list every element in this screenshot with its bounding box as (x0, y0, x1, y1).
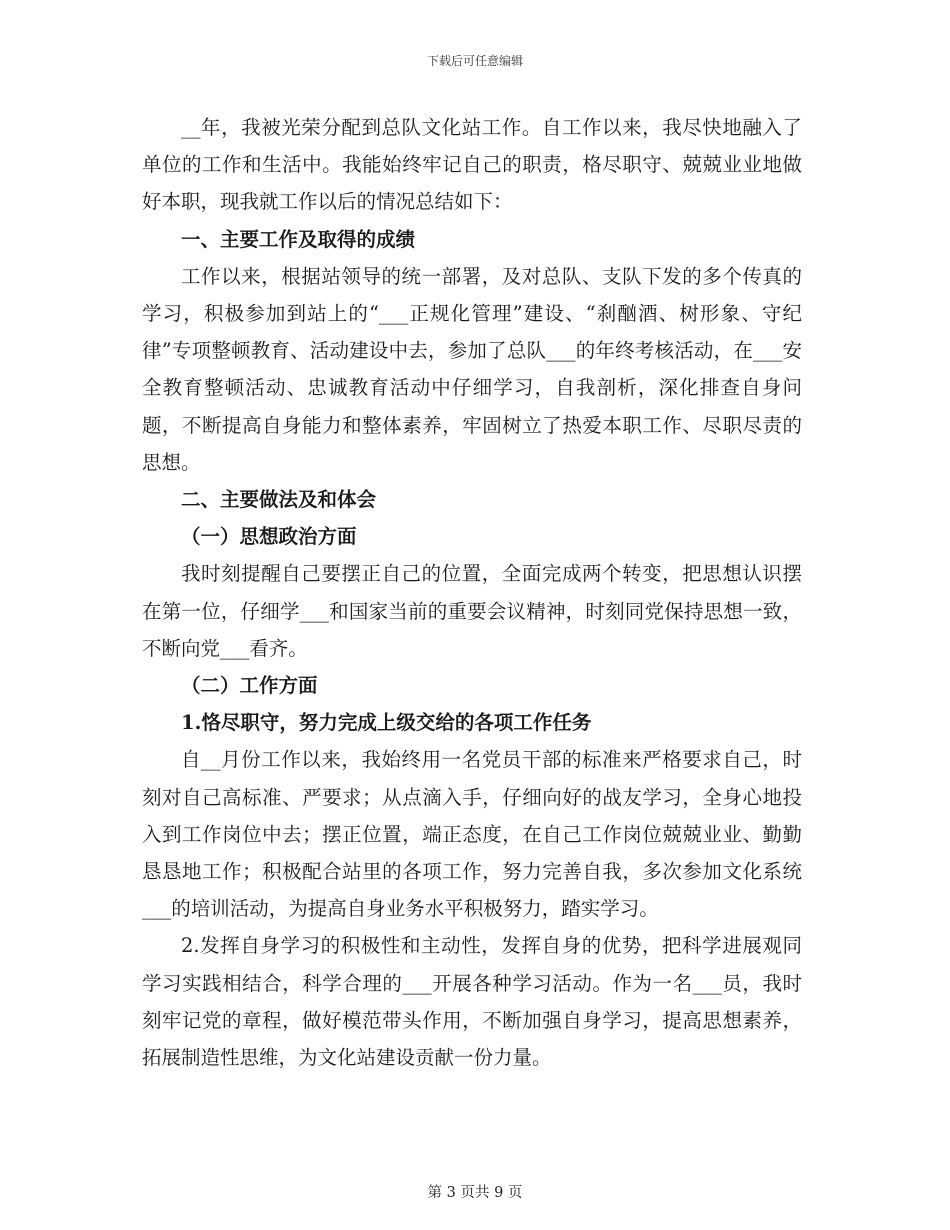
subsection-heading-political: （一）思想政治方面 (181, 525, 357, 549)
political-paragraph: 我时刻提醒自己要摆正自己的位置，全面完成两个转变，把思想认识摆在第一位，仔细学___和国家当前的重要会议精神，时刻同党保持思想一致，不断向党___看齐。 (142, 562, 802, 660)
subsection-heading-work: （二）工作方面 (181, 674, 318, 698)
section-heading-2: 二、主要做法及和体会 (181, 488, 377, 512)
intro-paragraph: __年，我被光荣分配到总队文化站工作。自工作以来，我尽快地融入了单位的工作和生活中。我能始终牢记自己的职责，格尽职守、兢兢业业地做好本职，现我就工作以后的情况总结如下： (142, 116, 802, 214)
work-item-2-paragraph: 2.发挥自身学习的积极性和主动性，发挥自身的优势，把科学进展观同学习实践相结合，科学合理的___开展各种学习活动。作为一名___员，我时刻牢记党的章程，做好模范带头作用，不断加强自身学习，提高思想素养，拓展制造性思维，为文化站建设贡献一份力量。 (142, 934, 802, 1070)
page-number: 第 3 页共 9 页 (427, 1185, 523, 1201)
work-item-heading-1: 1.恪尽职守，努力完成上级交给的各项工作任务 (181, 711, 592, 735)
page-header-note: 下载后可任意编辑 (426, 54, 523, 68)
section-heading-1: 一、主要工作及取得的成绩 (181, 227, 416, 251)
section-1-paragraph: 工作以来，根据站领导的统一部署，及对总队、支队下发的多个传真的学习，积极参加到站上的“___正规化管理”建设、“刹酗酒、树形象、守纪律”专项整顿教育、活动建设中去，参加了总队___的年终考核活动，在___安全教育整顿活动、忠诚教育活动中仔细学习，自我剖析，深化排查自身问题，不断提高自身能力和整体素养，牢固树立了热爱本职工作、尽职尽责的思想。 (142, 264, 802, 474)
document-body (142, 109, 802, 1076)
work-item-1-paragraph: 自__月份工作以来，我始终用一名党员干部的标准来严格要求自己，时刻对自己高标准、严要求；从点滴入手，仔细向好的战友学习，全身心地投入到工作岗位中去；摆正位置，端正态度，在自己工作岗位兢兢业业、勤勤恳恳地工作；积极配合站里的各项工作，努力完善自我，多次参加文化系统___的培训活动，为提高自身业务水平积极努力，踏实学习。 (142, 748, 802, 921)
